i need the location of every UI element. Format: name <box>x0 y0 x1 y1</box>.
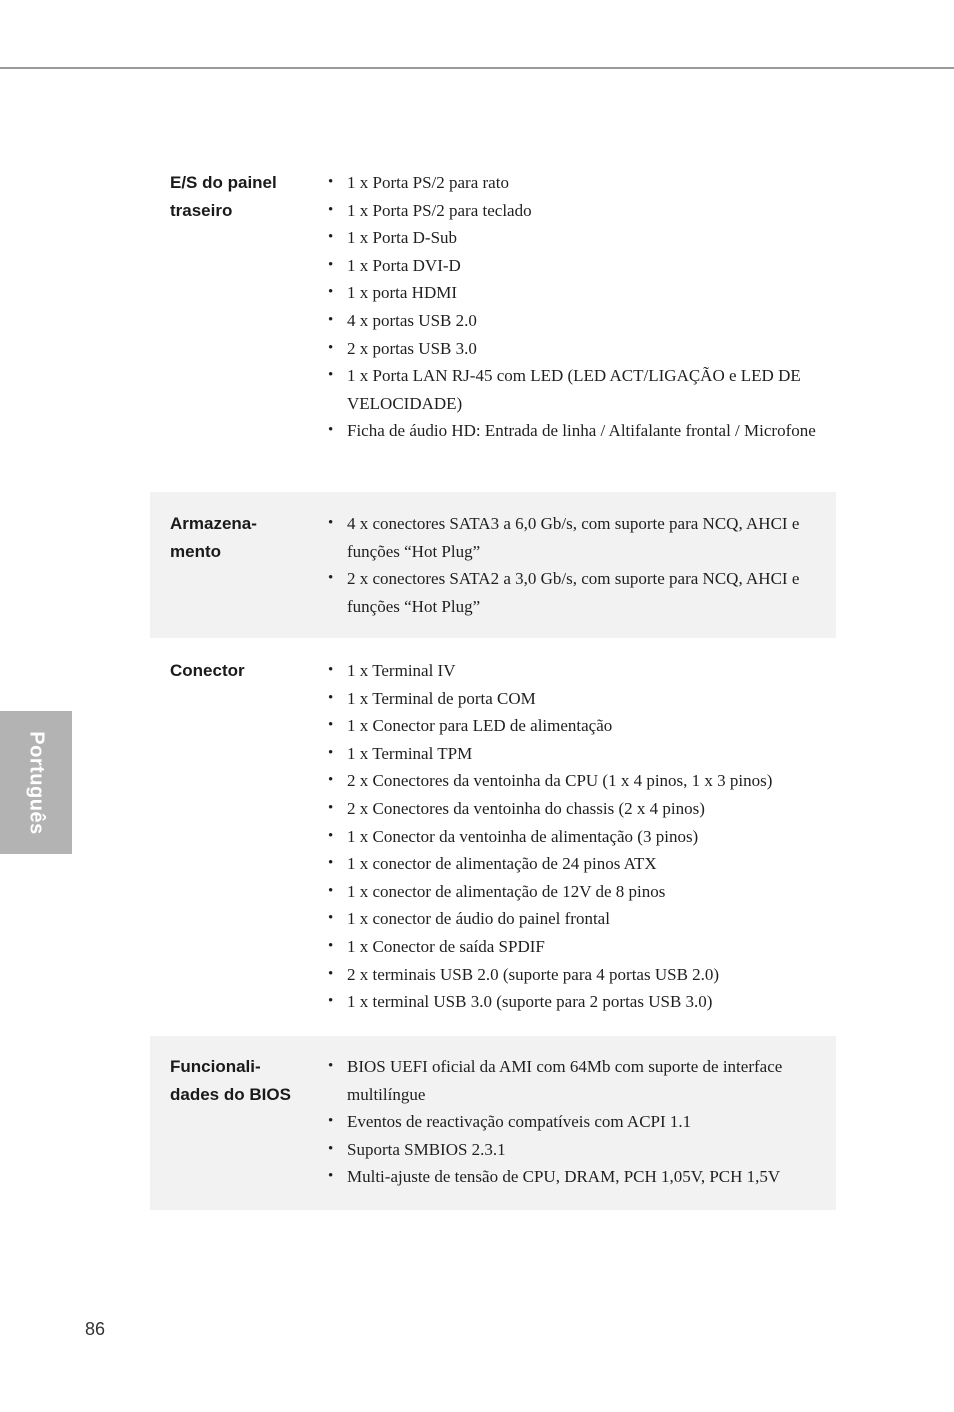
spec-item: • 1 x conector de alimentação de 24 pinos ATX <box>328 850 818 878</box>
header-rule <box>0 67 954 69</box>
section-label-line: mento <box>170 542 221 561</box>
section-label-line: Funcionali- <box>170 1057 261 1076</box>
spec-item: • 1 x Terminal de porta COM <box>328 685 818 713</box>
spec-section-storage <box>150 492 836 638</box>
spec-item: • 4 x portas USB 2.0 <box>328 307 818 335</box>
spec-item: • 1 x Terminal IV <box>328 657 818 685</box>
section-label <box>170 169 310 225</box>
section-label <box>170 657 310 685</box>
section-label-line: Armazena- <box>170 514 257 533</box>
section-label-line: Conector <box>170 661 245 680</box>
spec-item: • 1 x Porta DVI-D <box>328 252 818 280</box>
section-label-line: E/S do painel <box>170 173 277 192</box>
spec-item: • 1 x conector de alimentação de 12V de 8 pinos <box>328 878 818 906</box>
spec-item: • 2 x Conectores da ventoinha do chassis (2 x 4 pinos) <box>328 795 818 823</box>
section-label <box>170 1053 310 1109</box>
spec-item: • Suporta SMBIOS 2.3.1 <box>328 1136 818 1164</box>
spec-item: • 1 x Porta PS/2 para teclado <box>328 197 818 225</box>
spec-item: • 2 x portas USB 3.0 <box>328 335 818 363</box>
language-side-tab <box>0 711 72 854</box>
language-tab-label: Português <box>25 730 48 835</box>
spec-item: • 1 x Conector para LED de alimentação <box>328 712 818 740</box>
spec-item: • 1 x Porta D-Sub <box>328 224 818 252</box>
spec-list <box>328 169 818 445</box>
spec-item: • 2 x terminais USB 2.0 (suporte para 4 portas USB 2.0) <box>328 961 818 989</box>
spec-item: • 1 x Porta LAN RJ-45 com LED (LED ACT/LIGAÇÃO e LED DE VELOCIDADE) <box>328 362 818 417</box>
spec-item: • Eventos de reactivação compatíveis com ACPI 1.1 <box>328 1108 818 1136</box>
spec-list <box>328 1053 818 1191</box>
spec-list <box>328 510 818 620</box>
spec-section-bios-features <box>150 1036 836 1210</box>
section-label <box>170 510 310 566</box>
spec-section-connector <box>150 638 836 1036</box>
spec-item: • 1 x Conector da ventoinha de alimentação (3 pinos) <box>328 823 818 851</box>
spec-list <box>328 657 818 1016</box>
spec-item: • 1 x Conector de saída SPDIF <box>328 933 818 961</box>
spec-item: • 1 x terminal USB 3.0 (suporte para 2 portas USB 3.0) <box>328 988 818 1016</box>
spec-item: • 2 x Conectores da ventoinha da CPU (1 x 4 pinos, 1 x 3 pinos) <box>328 767 818 795</box>
spec-item: • 1 x conector de áudio do painel frontal <box>328 905 818 933</box>
spec-item: • 4 x conectores SATA3 a 6,0 Gb/s, com suporte para NCQ, AHCI e funções “Hot Plug” <box>328 510 818 565</box>
spec-section-rear-panel-io <box>150 168 836 488</box>
section-label-line: dades do BIOS <box>170 1085 291 1104</box>
spec-item: • BIOS UEFI oficial da AMI com 64Mb com suporte de interface multilíngue <box>328 1053 818 1108</box>
spec-item: • 1 x porta HDMI <box>328 279 818 307</box>
spec-item: • 1 x Terminal TPM <box>328 740 818 768</box>
spec-item: • 1 x Porta PS/2 para rato <box>328 169 818 197</box>
spec-item: • 2 x conectores SATA2 a 3,0 Gb/s, com suporte para NCQ, AHCI e funções “Hot Plug” <box>328 565 818 620</box>
page-number: 86 <box>85 1319 106 1339</box>
spec-item: • Multi-ajuste de tensão de CPU, DRAM, PCH 1,05V, PCH 1,5V <box>328 1163 818 1191</box>
spec-item: • Ficha de áudio HD: Entrada de linha / Altifalante frontal / Microfone <box>328 417 818 445</box>
section-label-line: traseiro <box>170 201 233 220</box>
